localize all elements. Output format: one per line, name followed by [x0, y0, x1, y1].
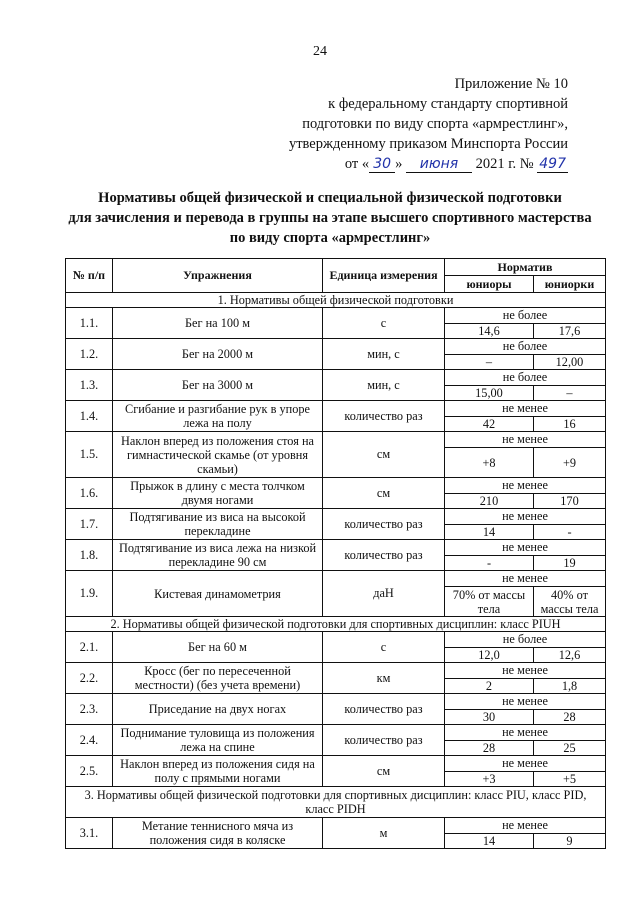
- unit: с: [323, 308, 445, 339]
- table-row: [66, 432, 606, 448]
- appendix-line-4: утвержденному приказом Минспорта России: [288, 136, 568, 152]
- row-number: 2.1.: [66, 632, 113, 663]
- value-junior-girls: 28: [534, 710, 606, 725]
- exercise-name: Подтягивание из виса на высокой перекладине: [113, 509, 323, 540]
- unit: количество раз: [323, 509, 445, 540]
- value-junior-girls: 17,6: [534, 324, 606, 339]
- norm-condition: не более: [445, 308, 606, 324]
- table-row: [66, 540, 606, 556]
- row-number: 2.3.: [66, 694, 113, 725]
- unit: количество раз: [323, 694, 445, 725]
- table-row: [66, 571, 606, 587]
- row-number: 1.9.: [66, 571, 113, 617]
- unit: см: [323, 756, 445, 787]
- value-juniors: 42: [445, 417, 534, 432]
- value-junior-girls: 1,8: [534, 679, 606, 694]
- norms-table: [65, 258, 606, 849]
- appendix-line-3: подготовки по виду спорта «армрестлинг»,: [302, 116, 568, 132]
- exercise-name: Кросс (бег по пересеченной местности) (без учета времени): [113, 663, 323, 694]
- table-row: [66, 401, 606, 417]
- value-junior-girls: 40% от массы тела: [534, 587, 606, 617]
- norm-condition: не менее: [445, 540, 606, 556]
- appendix-header: [248, 74, 568, 174]
- section-title: 3. Нормативы общей физической подготовки для спортивных дисциплин: класс PIU, класс PID, класс PIDH: [66, 787, 606, 818]
- unit: мин, с: [323, 370, 445, 401]
- value-junior-girls: +9: [534, 448, 606, 478]
- table-row: [66, 632, 606, 648]
- exercise-name: Поднимание туловища из положения лежа на спине: [113, 725, 323, 756]
- table-row: [66, 756, 606, 772]
- row-number: 1.8.: [66, 540, 113, 571]
- unit: см: [323, 432, 445, 478]
- value-juniors: 15,00: [445, 386, 534, 401]
- row-number: 1.3.: [66, 370, 113, 401]
- appendix-line-2: к федеральному стандарту спортивной: [328, 96, 568, 112]
- value-junior-girls: 16: [534, 417, 606, 432]
- value-juniors: +8: [445, 448, 534, 478]
- value-junior-girls: 25: [534, 741, 606, 756]
- table-row: [66, 509, 606, 525]
- row-number: 1.6.: [66, 478, 113, 509]
- norm-condition: не более: [445, 339, 606, 355]
- value-juniors: 70% от массы тела: [445, 587, 534, 617]
- unit: м: [323, 818, 445, 849]
- unit: количество раз: [323, 540, 445, 571]
- exercise-name: Кистевая динамометрия: [113, 571, 323, 617]
- norm-condition: не менее: [445, 478, 606, 494]
- value-junior-girls: 12,6: [534, 648, 606, 663]
- value-juniors: 12,0: [445, 648, 534, 663]
- unit: см: [323, 478, 445, 509]
- value-juniors: 14: [445, 834, 534, 849]
- norm-condition: не менее: [445, 509, 606, 525]
- row-number: 1.7.: [66, 509, 113, 540]
- norm-condition: не менее: [445, 663, 606, 679]
- section-row: [66, 293, 606, 308]
- value-junior-girls: -: [534, 525, 606, 540]
- value-junior-girls: 12,00: [534, 355, 606, 370]
- header-juniors: юниоры: [445, 276, 534, 293]
- norm-condition: не более: [445, 632, 606, 648]
- value-juniors: 14: [445, 525, 534, 540]
- title-line-3: по виду спорта «армрестлинг»: [229, 230, 431, 246]
- norm-condition: не более: [445, 370, 606, 386]
- value-junior-girls: +5: [534, 772, 606, 787]
- table-row: [66, 725, 606, 741]
- section-title: 2. Нормативы общей физической подготовки для спортивных дисциплин: класс PIUH: [66, 617, 606, 632]
- unit: мин, с: [323, 339, 445, 370]
- exercise-name: Прыжок в длину с места толчком двумя ногами: [113, 478, 323, 509]
- exercise-name: Приседание на двух ногах: [113, 694, 323, 725]
- norms-table-body: [66, 293, 606, 849]
- value-junior-girls: 9: [534, 834, 606, 849]
- table-row: [66, 370, 606, 386]
- header-exercise: Упражнения: [113, 259, 323, 293]
- row-number: 3.1.: [66, 818, 113, 849]
- section-row: [66, 617, 606, 632]
- exercise-name: Наклон вперед из положения сидя на полу с прямыми ногами: [113, 756, 323, 787]
- table-row: [66, 818, 606, 834]
- section-title: 1. Нормативы общей физической подготовки: [66, 293, 606, 308]
- row-number: 2.4.: [66, 725, 113, 756]
- table-row: [66, 478, 606, 494]
- norm-condition: не менее: [445, 756, 606, 772]
- value-junior-girls: 170: [534, 494, 606, 509]
- date-prefix: от «: [344, 156, 370, 172]
- row-number: 2.2.: [66, 663, 113, 694]
- page-number: 24: [313, 44, 327, 59]
- table-row: [66, 339, 606, 355]
- value-junior-girls: –: [534, 386, 606, 401]
- norm-condition: не менее: [445, 725, 606, 741]
- norm-condition: не менее: [445, 401, 606, 417]
- title-line-2: для зачисления и перевода в группы на этапе высшего спортивного мастерства: [68, 210, 592, 226]
- unit: количество раз: [323, 725, 445, 756]
- norm-condition: не менее: [445, 571, 606, 587]
- value-juniors: -: [445, 556, 534, 571]
- exercise-name: Бег на 60 м: [113, 632, 323, 663]
- appendix-title: Приложение № 10: [454, 76, 568, 92]
- value-juniors: 30: [445, 710, 534, 725]
- header-unit: Единица измерения: [323, 259, 445, 293]
- value-juniors: –: [445, 355, 534, 370]
- handwritten-day: 30: [369, 156, 395, 173]
- order-date-line: [248, 154, 568, 174]
- exercise-name: Сгибание и разгибание рук в упоре лежа на полу: [113, 401, 323, 432]
- row-number: 1.1.: [66, 308, 113, 339]
- title-line-1: Нормативы общей физической и специальной физической подготовки: [98, 190, 562, 206]
- handwritten-order-number: 497: [539, 156, 566, 172]
- document-title: [40, 188, 620, 248]
- row-number: 1.2.: [66, 339, 113, 370]
- norm-condition: не менее: [445, 818, 606, 834]
- exercise-name: Метание теннисного мяча из положения сидя в коляске: [113, 818, 323, 849]
- exercise-name: Бег на 100 м: [113, 308, 323, 339]
- section-row: [66, 787, 606, 818]
- header-junior-girls: юниорки: [534, 276, 606, 293]
- value-junior-girls: 19: [534, 556, 606, 571]
- exercise-name: Бег на 2000 м: [113, 339, 323, 370]
- value-juniors: 28: [445, 741, 534, 756]
- value-juniors: 2: [445, 679, 534, 694]
- header-num: № п/п: [66, 259, 113, 293]
- norm-condition: не менее: [445, 694, 606, 710]
- exercise-name: Бег на 3000 м: [113, 370, 323, 401]
- norm-condition: не менее: [445, 432, 606, 448]
- unit: км: [323, 663, 445, 694]
- value-juniors: 14,6: [445, 324, 534, 339]
- header-norm: Норматив: [445, 259, 606, 276]
- value-juniors: 210: [445, 494, 534, 509]
- table-row: [66, 308, 606, 324]
- handwritten-month: июня: [406, 156, 472, 173]
- row-number: 1.5.: [66, 432, 113, 478]
- unit: количество раз: [323, 401, 445, 432]
- table-row: [66, 694, 606, 710]
- exercise-name: Подтягивание из виса лежа на низкой перекладине 90 см: [113, 540, 323, 571]
- unit: с: [323, 632, 445, 663]
- date-year: 2021 г. №: [475, 156, 534, 172]
- date-mid: »: [395, 156, 403, 172]
- unit: даН: [323, 571, 445, 617]
- row-number: 1.4.: [66, 401, 113, 432]
- table-row: [66, 663, 606, 679]
- row-number: 2.5.: [66, 756, 113, 787]
- value-juniors: +3: [445, 772, 534, 787]
- exercise-name: Наклон вперед из положения стоя на гимнастической скамье (от уровня скамьи): [113, 432, 323, 478]
